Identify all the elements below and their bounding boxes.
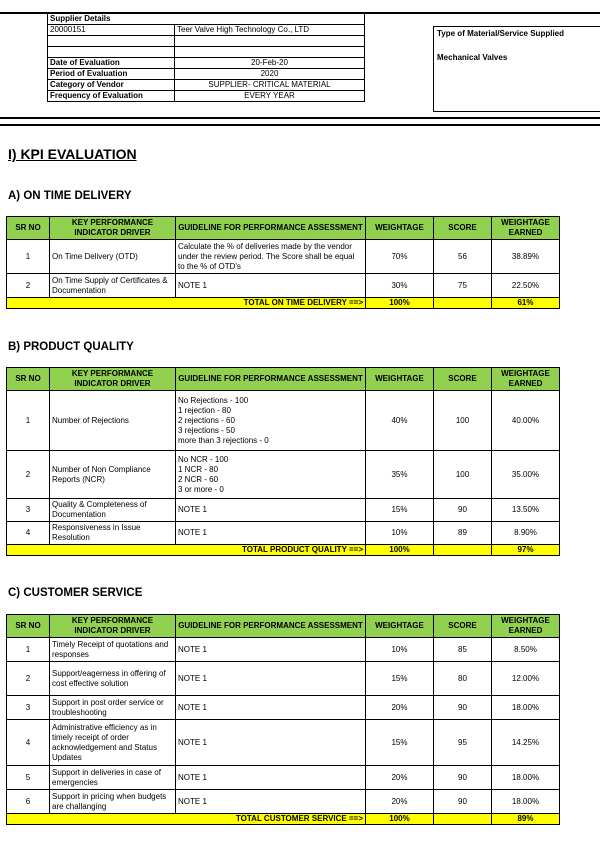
col-srno: SR NO — [7, 615, 50, 638]
total-weightage: 100% — [366, 814, 434, 825]
earned-cell: 8.90% — [492, 522, 560, 545]
guideline-line: more than 3 rejections - 0 — [178, 435, 269, 445]
supplier-value: EVERY YEAR — [175, 91, 365, 102]
score-cell: 90 — [434, 790, 492, 814]
sr-cell: 5 — [7, 766, 50, 790]
guideline-line: 1 rejection - 80 — [178, 405, 231, 415]
sr-cell: 4 — [7, 720, 50, 766]
sr-cell: 3 — [7, 696, 50, 720]
guideline-cell: NOTE 1 — [176, 522, 366, 545]
total-weightage: 100% — [366, 298, 434, 309]
earned-cell: 8.50% — [492, 638, 560, 662]
guideline-line: 3 rejections - 50 — [178, 425, 235, 435]
total-earned: 61% — [492, 298, 560, 309]
score-cell: 75 — [434, 274, 492, 298]
divider-rule — [0, 117, 600, 119]
table-header-row — [7, 615, 560, 638]
driver-cell: Responsiveness in Issue Resolution — [50, 522, 176, 545]
weightage-cell: 35% — [366, 451, 434, 499]
table-row — [7, 274, 560, 298]
col-guideline: GUIDELINE FOR PERFORMANCE ASSESSMENT — [176, 368, 366, 391]
total-score — [434, 545, 492, 556]
section-title: B) PRODUCT QUALITY — [8, 341, 134, 353]
guideline-line: 1 NCR - 80 — [178, 464, 219, 474]
score-cell: 56 — [434, 240, 492, 274]
guideline-line: 2 NCR - 60 — [178, 474, 219, 484]
score-cell: 80 — [434, 662, 492, 696]
page-title: I) KPI EVALUATION — [8, 146, 137, 162]
table-row — [7, 499, 560, 522]
col-earned: WEIGHTAGE EARNED — [492, 368, 560, 391]
guideline-cell: NOTE 1 — [176, 638, 366, 662]
kpi-table — [6, 614, 560, 825]
col-weightage: WEIGHTAGE — [366, 368, 434, 391]
guideline-cell: NOTE 1 — [176, 696, 366, 720]
blank-cell — [48, 47, 175, 58]
total-earned: 97% — [492, 545, 560, 556]
weightage-cell: 15% — [366, 499, 434, 522]
earned-cell: 35.00% — [492, 451, 560, 499]
sr-cell: 1 — [7, 638, 50, 662]
table-row — [7, 696, 560, 720]
earned-cell: 14.25% — [492, 720, 560, 766]
section-title: A) ON TIME DELIVERY — [8, 190, 132, 202]
col-weightage: WEIGHTAGE — [366, 217, 434, 240]
earned-cell: 40.00% — [492, 391, 560, 451]
sr-cell: 3 — [7, 499, 50, 522]
total-weightage: 100% — [366, 545, 434, 556]
supplier-value: SUPPLIER- CRITICAL MATERIAL — [175, 80, 365, 91]
guideline-line: No NCR - 100 — [178, 454, 229, 464]
material-label: Type of Material/Service Supplied — [437, 29, 564, 38]
col-earned: WEIGHTAGE EARNED — [492, 217, 560, 240]
guideline-cell: NOTE 1 — [176, 274, 366, 298]
sr-cell: 2 — [7, 451, 50, 499]
supplier-label: Frequency of Evaluation — [48, 91, 175, 102]
score-cell: 100 — [434, 391, 492, 451]
guideline-cell — [176, 451, 366, 499]
col-srno: SR NO — [7, 368, 50, 391]
driver-cell: Support in pricing when budgets are challanging — [50, 790, 176, 814]
score-cell: 100 — [434, 451, 492, 499]
driver-cell: Support in deliveries in case of emergencies — [50, 766, 176, 790]
driver-cell: On Time Delivery (OTD) — [50, 240, 176, 274]
total-row — [7, 814, 560, 825]
table-row — [7, 662, 560, 696]
earned-cell: 12.00% — [492, 662, 560, 696]
score-cell: 90 — [434, 696, 492, 720]
col-driver: KEY PERFORMANCE INDICATOR DRIVER — [50, 615, 176, 638]
total-label: TOTAL CUSTOMER SERVICE ==> — [7, 814, 366, 825]
driver-cell: Quality & Completeness of Documentation — [50, 499, 176, 522]
driver-cell: Number of Rejections — [50, 391, 176, 451]
sr-cell: 1 — [7, 391, 50, 451]
earned-cell: 22.50% — [492, 274, 560, 298]
earned-cell: 18.00% — [492, 766, 560, 790]
score-cell: 90 — [434, 499, 492, 522]
score-cell: 85 — [434, 638, 492, 662]
score-cell: 90 — [434, 766, 492, 790]
table-row — [7, 391, 560, 451]
total-label: TOTAL PRODUCT QUALITY ==> — [7, 545, 366, 556]
blank-cell — [48, 36, 175, 47]
driver-cell: On Time Supply of Certificates & Documentation — [50, 274, 176, 298]
supplier-code: 20000151 — [48, 25, 175, 36]
kpi-table — [6, 216, 560, 309]
table-row — [7, 766, 560, 790]
sr-cell: 4 — [7, 522, 50, 545]
earned-cell: 18.00% — [492, 790, 560, 814]
weightage-cell: 20% — [366, 790, 434, 814]
guideline-cell: NOTE 1 — [176, 766, 366, 790]
weightage-cell: 20% — [366, 766, 434, 790]
driver-cell: Number of Non Compliance Reports (NCR) — [50, 451, 176, 499]
section-title: C) CUSTOMER SERVICE — [8, 587, 143, 599]
supplier-value: 2020 — [175, 69, 365, 80]
table-row — [7, 240, 560, 274]
divider-rule — [0, 124, 600, 126]
supplier-label: Date of Evaluation — [48, 58, 175, 69]
guideline-cell: NOTE 1 — [176, 720, 366, 766]
sr-cell: 2 — [7, 274, 50, 298]
guideline-cell: NOTE 1 — [176, 499, 366, 522]
kpi-table — [6, 367, 560, 556]
col-srno: SR NO — [7, 217, 50, 240]
material-value: Mechanical Valves — [437, 53, 508, 62]
table-row — [7, 638, 560, 662]
sr-cell: 2 — [7, 662, 50, 696]
weightage-cell: 10% — [366, 522, 434, 545]
weightage-cell: 15% — [366, 662, 434, 696]
supplier-label: Period of Evaluation — [48, 69, 175, 80]
total-label: TOTAL ON TIME DELIVERY ==> — [7, 298, 366, 309]
table-row — [7, 790, 560, 814]
driver-cell: Administrative efficiency as in timely receipt of order acknowledgement and Status Updates — [50, 720, 176, 766]
weightage-cell: 30% — [366, 274, 434, 298]
driver-cell: Support in post order service or troubleshooting — [50, 696, 176, 720]
total-row — [7, 298, 560, 309]
weightage-cell: 10% — [366, 638, 434, 662]
blank-cell — [175, 47, 365, 58]
col-score: SCORE — [434, 217, 492, 240]
sr-cell: 6 — [7, 790, 50, 814]
guideline-cell: NOTE 1 — [176, 790, 366, 814]
earned-cell: 18.00% — [492, 696, 560, 720]
supplier-details-header: Supplier Details — [48, 14, 365, 25]
col-weightage: WEIGHTAGE — [366, 615, 434, 638]
driver-cell: Support/eagerness in offering of cost effective solution — [50, 662, 176, 696]
material-box — [433, 26, 600, 112]
blank-cell — [175, 36, 365, 47]
table-row — [7, 522, 560, 545]
sr-cell: 1 — [7, 240, 50, 274]
guideline-line: 3 or more - 0 — [178, 484, 224, 494]
total-earned: 89% — [492, 814, 560, 825]
col-guideline: GUIDELINE FOR PERFORMANCE ASSESSMENT — [176, 217, 366, 240]
supplier-details-table — [47, 14, 365, 102]
weightage-cell: 40% — [366, 391, 434, 451]
col-score: SCORE — [434, 615, 492, 638]
score-cell: 89 — [434, 522, 492, 545]
col-driver: KEY PERFORMANCE INDICATOR DRIVER — [50, 217, 176, 240]
driver-cell: Timely Receipt of quotations and responses — [50, 638, 176, 662]
weightage-cell: 70% — [366, 240, 434, 274]
guideline-line: 2 rejections - 60 — [178, 415, 235, 425]
guideline-line: No Rejections - 100 — [178, 395, 249, 405]
total-row — [7, 545, 560, 556]
earned-cell: 38.89% — [492, 240, 560, 274]
supplier-name: Teer Valve High Technology Co., LTD — [175, 25, 365, 36]
table-header-row — [7, 217, 560, 240]
earned-cell: 13.50% — [492, 499, 560, 522]
table-header-row — [7, 368, 560, 391]
table-row — [7, 720, 560, 766]
total-score — [434, 298, 492, 309]
col-guideline: GUIDELINE FOR PERFORMANCE ASSESSMENT — [176, 615, 366, 638]
col-score: SCORE — [434, 368, 492, 391]
col-driver: KEY PERFORMANCE INDICATOR DRIVER — [50, 368, 176, 391]
weightage-cell: 20% — [366, 696, 434, 720]
total-score — [434, 814, 492, 825]
weightage-cell: 15% — [366, 720, 434, 766]
col-earned: WEIGHTAGE EARNED — [492, 615, 560, 638]
score-cell: 95 — [434, 720, 492, 766]
guideline-cell: Calculate the % of deliveries made by the vendor under the review period. The Score shall be equal to the % of OTD's — [176, 240, 366, 274]
table-row — [7, 451, 560, 499]
supplier-label: Category of Vendor — [48, 80, 175, 91]
guideline-cell: NOTE 1 — [176, 662, 366, 696]
supplier-value: 20-Feb-20 — [175, 58, 365, 69]
guideline-cell — [176, 391, 366, 451]
